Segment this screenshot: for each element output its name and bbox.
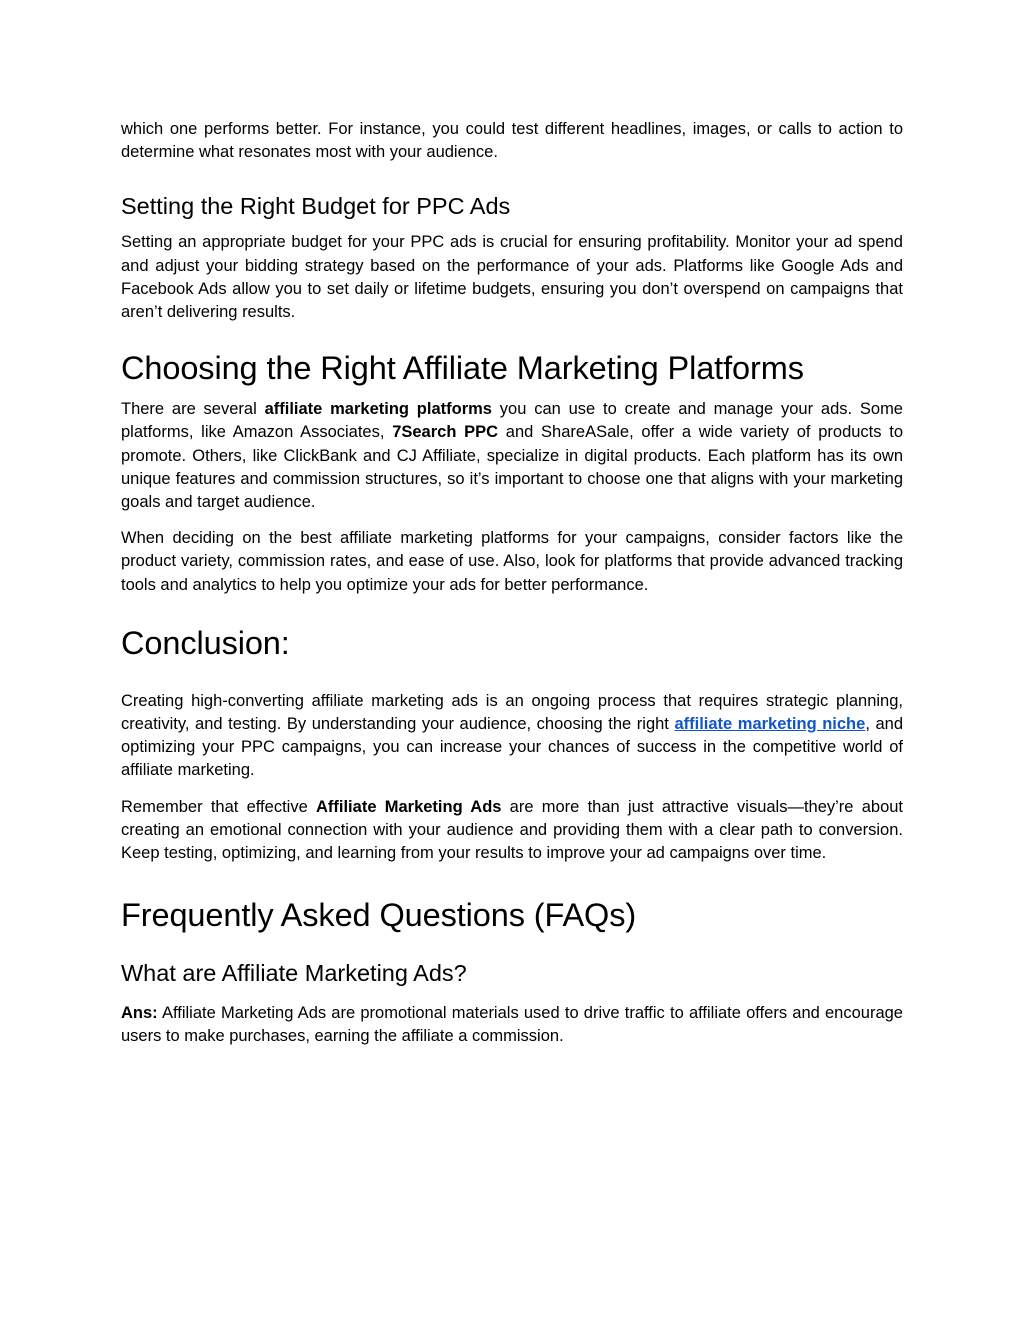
conclusion-p2-bold: Affiliate Marketing Ads xyxy=(315,797,502,816)
platforms-p1-text-b: you can use to create and manage your ads. Some platforms, like Amazon Associates, xyxy=(121,400,903,442)
platforms-p1-bold-a: affiliate marketing platforms xyxy=(264,400,492,419)
conclusion-paragraph-1 xyxy=(121,690,903,783)
platforms-heading: Choosing the Right Affiliate Marketing Platforms xyxy=(121,350,804,387)
budget-paragraph: Setting an appropriate budget for your PPC ads is crucial for ensuring profitability. Monitor your ad spend and adjust your bidding strategy based on the performance of your ads. Platforms like Google Ads and Facebook Ads allow you to set daily or lifetime budgets, ensuring you don’t overspend on campaigns that aren’t delivering results. xyxy=(121,233,903,322)
budget-heading: Setting the Right Budget for PPC Ads xyxy=(121,193,511,220)
conclusion-p2-text-b: are more than just attractive visuals—they’re about creating an emotional connection with your audience and providing them with a clear path to conversion. Keep testing, optimizing, and learning from your results to improve your ad campaigns over time. xyxy=(121,797,904,863)
faq-question-1: What are Affiliate Marketing Ads? xyxy=(121,960,467,987)
document-page xyxy=(121,118,903,1049)
platforms-paragraph-1 xyxy=(121,398,903,514)
faq-heading: Frequently Asked Questions (FAQs) xyxy=(121,897,637,934)
conclusion-p1-text-b: , and optimizing your PPC campaigns, you can increase your chances of success in the competitive world of affiliate marketing. xyxy=(121,715,903,780)
conclusion-p1-text-a: Creating high-converting affiliate marketing ads is an ongoing process that requires strategic planning, creativity, and testing. By understanding your audience, choosing the right xyxy=(121,691,903,734)
conclusion-paragraph-2 xyxy=(121,796,903,866)
conclusion-heading: Conclusion: xyxy=(121,624,290,661)
platforms-p1-bold-b: 7Search PPC xyxy=(392,423,499,442)
platforms-paragraph-2: When deciding on the best affiliate marketing platforms for your campaigns, consider factors like the product variety, commission rates, and ease of use. Also, look for platforms that provide advanced tracking tools and analytics to help you optimize your ads for better performance. xyxy=(121,529,903,594)
affiliate-marketing-niche-link[interactable]: affiliate marketing niche xyxy=(674,715,866,734)
conclusion-p2-text-a: Remember that effective xyxy=(121,797,316,816)
platforms-p1-text-c: and ShareASale, offer a wide variety of products to promote. Others, like ClickBank and CJ Affiliate, specialize in digital products. Each platform has its own unique features and commission structures, so it’s important to choose one that aligns with your marketing goals and target audience. xyxy=(121,423,903,512)
intro-paragraph: which one performs better. For instance, you could test different headlines, images, or calls to action to determine what resonates most with your audience. xyxy=(121,120,903,162)
faq-answer-1 xyxy=(121,1002,903,1048)
faq-answer-text: Affiliate Marketing Ads are promotional materials used to drive traffic to affiliate offers and encourage users to make purchases, earning the affiliate a commission. xyxy=(121,1004,903,1046)
platforms-p1-text-a: There are several xyxy=(121,400,265,419)
faq-answer-label: Ans: xyxy=(121,1004,158,1023)
